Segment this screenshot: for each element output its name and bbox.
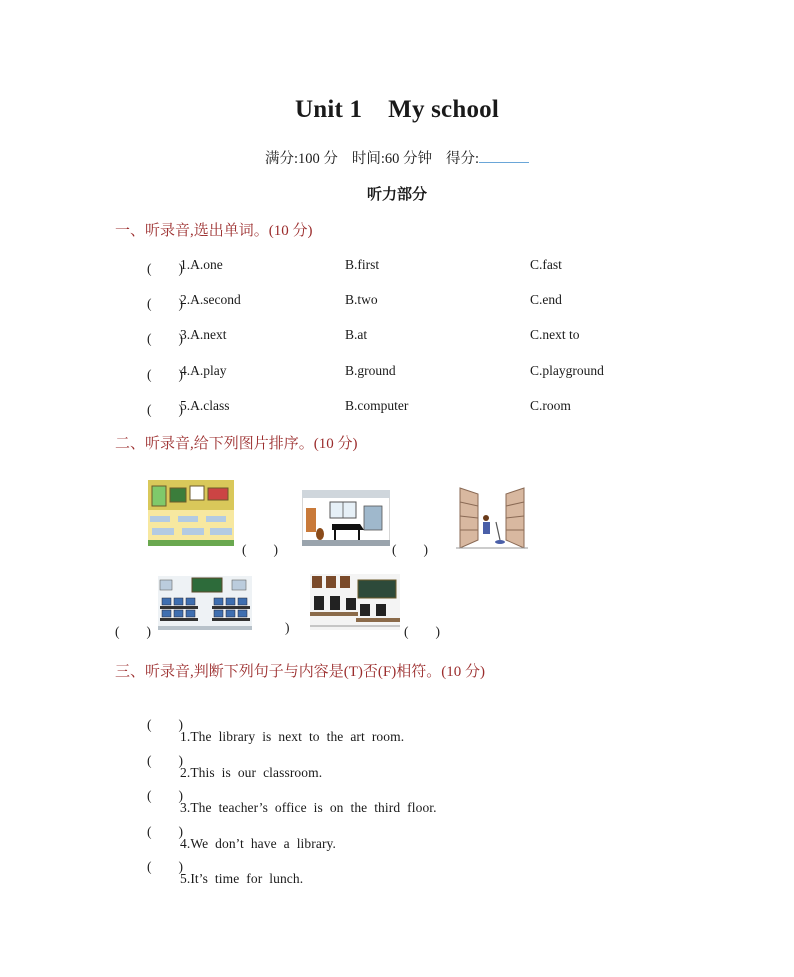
section2-title: 二、听录音,给下列图片排序。(10 分) (115, 436, 358, 452)
answer-paren[interactable]: ( ) (147, 824, 183, 839)
exam-meta (0, 147, 794, 168)
answer-paren[interactable]: ( ) (147, 753, 183, 768)
answer-paren[interactable]: ( ) (147, 717, 183, 732)
option-c: C.room (530, 398, 571, 413)
answer-paren[interactable]: ( ) (147, 367, 183, 382)
option-c: C.playground (530, 363, 604, 378)
library-picture (456, 482, 528, 550)
section3-item (0, 839, 794, 887)
answer-paren[interactable]: ( ) (147, 402, 183, 417)
option-b: B.two (345, 292, 378, 307)
option-b: B.computer (345, 398, 409, 413)
option-a: 3.A.next (180, 327, 227, 342)
answer-paren[interactable]: ( ) (147, 331, 183, 346)
picture-order-paren[interactable]: ( ) (404, 624, 440, 639)
score-label: 得分: (446, 151, 480, 167)
classroom-picture (148, 480, 234, 546)
option-b: B.at (345, 327, 368, 342)
option-c: C.next to (530, 327, 580, 342)
title-unit: Unit 1 (294, 96, 363, 123)
section3-title: 三、听录音,判断下列句子与内容是(T)否(F)相符。(10 分) (115, 664, 485, 680)
part-heading: 听力部分 (366, 187, 427, 203)
statement-text: 1.The library is next to the art room. (180, 729, 405, 744)
time-limit: 时间:60 分钟 (351, 151, 433, 167)
statement-text: 5.It’s time for lunch. (180, 871, 304, 886)
answer-paren[interactable]: ( ) (147, 261, 183, 276)
full-score: 满分:100 分 (264, 151, 338, 167)
art-room-picture (310, 574, 400, 630)
answer-paren[interactable]: ( ) (147, 788, 183, 803)
statement-text: 4.We don’t have a library. (180, 836, 336, 851)
title-topic: My school (388, 96, 499, 123)
option-b: B.ground (345, 363, 396, 378)
page-title (0, 96, 794, 124)
option-a: 1.A.one (180, 257, 223, 272)
picture-close-paren[interactable]: ) (285, 620, 290, 635)
option-a: 5.A.class (180, 398, 230, 413)
section1-title: 一、听录音,选出单词。(10 分) (115, 223, 313, 239)
computer-room-picture (158, 576, 252, 630)
picture-order-paren[interactable]: ( ) (392, 542, 428, 557)
picture-order-paren[interactable]: ( ) (242, 542, 278, 557)
option-a: 4.A.play (180, 363, 227, 378)
option-c: C.fast (530, 257, 562, 272)
picture-order-paren[interactable]: ( ) (115, 624, 151, 639)
statement-text: 3.The teacher’s office is on the third floor. (180, 800, 437, 815)
answer-paren[interactable]: ( ) (147, 296, 183, 311)
score-blank[interactable] (479, 150, 529, 163)
option-a: 2.A.second (180, 292, 241, 307)
statement-text: 2.This is our classroom. (180, 765, 323, 780)
answer-paren[interactable]: ( ) (147, 859, 183, 874)
option-c: C.end (530, 292, 562, 307)
option-b: B.first (345, 257, 380, 272)
music-room-picture (302, 490, 390, 546)
